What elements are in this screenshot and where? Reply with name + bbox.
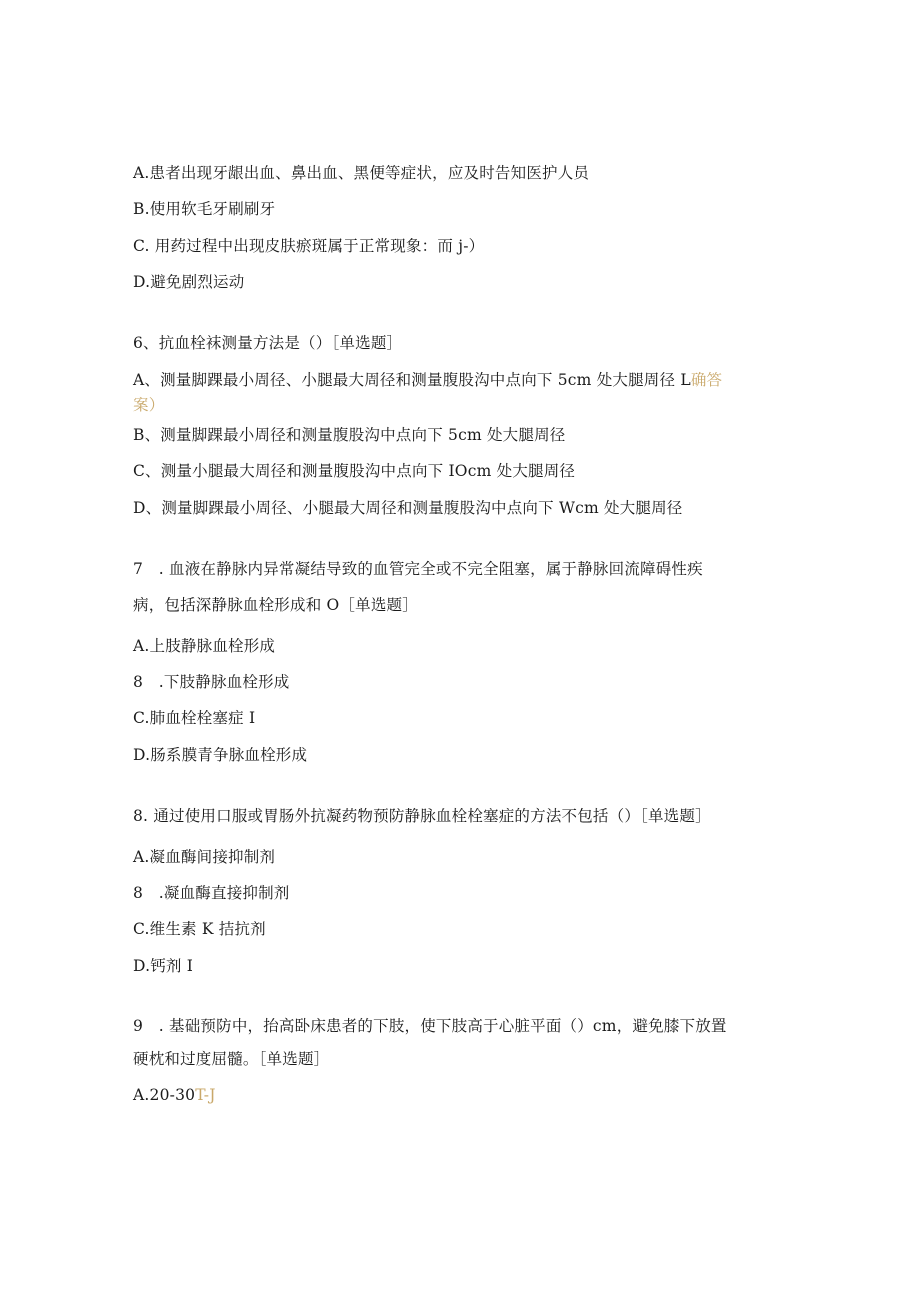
- q9-option-a: [133, 1085, 216, 1105]
- q6-option-a-text: A、测量脚踝最小周径、小腿最大周径和测量腹股沟中点向下 5cm 处大腿周径 L: [133, 371, 691, 389]
- q7-stem-line1: 7 . 血液在静脉内异常凝结导致的血管完全或不完全阻塞，属于静脉回流障碍性疾: [133, 560, 703, 578]
- q9-option-a-text: A.20-30: [133, 1086, 196, 1104]
- q9-stem-line1: 9 . 基础预防中，抬高卧床患者的下肢，使下肢高于心脏平面（）cm，避免膝下放置: [133, 1017, 727, 1035]
- q8-option-b: 8 .凝血酶直接抑制剂: [133, 884, 290, 902]
- q5-option-d: D.避免剧烈运动: [133, 273, 245, 291]
- q9-stem-line2: 硬枕和过度屈髓。［单选题］: [133, 1050, 330, 1068]
- q8-option-d: D.钙剂 I: [133, 957, 194, 975]
- q6-option-b: B、测量脚踝最小周径和测量腹股沟中点向下 5cm 处大腿周径: [133, 426, 566, 444]
- q5-option-c: C. 用药过程中出现皮肤瘀斑属于正常现象：而 j-）: [133, 237, 485, 255]
- q5-option-a: A.患者出现牙龈出血、鼻出血、黑便等症状，应及时告知医护人员: [133, 164, 590, 182]
- q6-option-a: [133, 370, 722, 390]
- q7-option-c: C.肺血栓栓塞症 I: [133, 709, 256, 727]
- q7-option-b: 8 .下肢静脉血栓形成: [133, 673, 290, 691]
- q8-stem: 8. 通过使用口服或胃肠外抗凝药物预防静脉血栓栓塞症的方法不包括（）［单选题］: [133, 807, 711, 825]
- q7-option-a: A.上肢静脉血栓形成: [133, 637, 276, 655]
- q8-option-c: C.维生素 K 拮抗剂: [133, 920, 266, 938]
- q6-answer-mark-cont: 案）: [133, 396, 165, 414]
- q6-answer-mark: 确答: [690, 371, 723, 389]
- q6-option-d: D、测量脚踝最小周径、小腿最大周径和测量腹股沟中点向下 Wcm 处大腿周径: [133, 499, 683, 517]
- q7-option-d: D.肠系膜青争脉血栓形成: [133, 746, 308, 764]
- q8-option-a: A.凝血酶间接抑制剂: [133, 848, 276, 866]
- q9-answer-mark: T-J: [195, 1086, 216, 1104]
- q6-stem: 6、抗血栓袜测量方法是（）［单选题］: [133, 334, 403, 352]
- q5-option-b: B.使用软毛牙刷刷牙: [133, 200, 276, 218]
- q7-stem-line2: 病，包括深静脉血栓形成和 O［单选题］: [133, 596, 418, 614]
- q6-option-c: C、测量小腿最大周径和测量腹股沟中点向下 IOcm 处大腿周径: [133, 462, 576, 480]
